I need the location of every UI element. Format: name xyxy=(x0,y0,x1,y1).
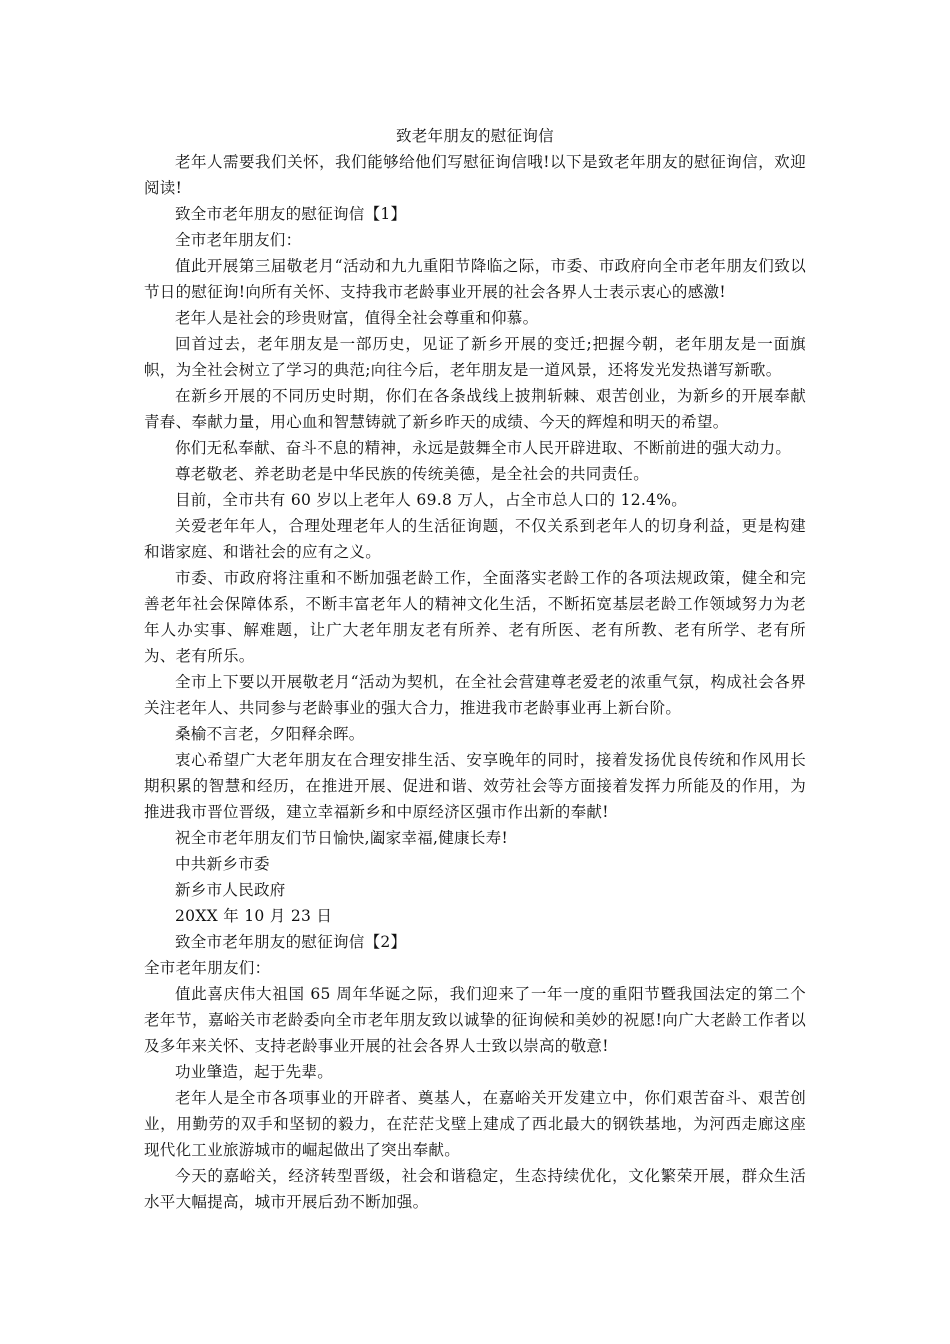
paragraph: 全市老年朋友们： xyxy=(144,959,271,977)
paragraph: 致全市老年朋友的慰征询信【2】 xyxy=(175,933,407,951)
paragraph: 回首过去，老年朋友是一部历史，见证了新乡开展的变迁;把握今朝，老年朋友是一面旗帜，为全社会树立了学习的典范;向往今后，老年朋友是一道风景，还将发光发热谱写新歌。 xyxy=(144,335,806,379)
paragraph: 全市上下要以开展敬老月“活动为契机，在全社会营建尊老爱老的浓重气氛，构成社会各界关注老年人、共同参与老龄事业的强大合力，推进我市老龄事业再上新台阶。 xyxy=(144,673,806,717)
paragraph: 值此喜庆伟大祖国 65 周年华诞之际，我们迎来了一年一度的重阳节暨我国法定的第二个老年节，嘉峪关市老龄委向全市老年朋友致以诚挚的征询候和美妙的祝愿!向广大老龄工作者以及多年来关怀、支持老龄事业开展的社会各界人士致以崇高的敬意! xyxy=(144,985,806,1055)
paragraph: 衷心希望广大老年朋友在合理安排生活、安享晚年的同时，接着发扬优良传统和作风用长期积累的智慧和经历，在推进开展、促进和谐、效劳社会等方面接着发挥力所能及的作用，为推进我市晋位晋级，建立幸福新乡和中原经济区强市作出新的奉献! xyxy=(144,751,806,821)
paragraph-list xyxy=(144,149,806,1215)
document-body xyxy=(144,123,806,1215)
paragraph: 在新乡开展的不同历史时期，你们在各条战线上披荆斩棘、艰苦创业，为新乡的开展奉献青春、奉献力量，用心血和智慧铸就了新乡昨天的成绩、今天的辉煌和明天的希望。 xyxy=(144,387,806,431)
paragraph: 值此开展第三届敬老月“活动和九九重阳节降临之际，市委、市政府向全市老年朋友们致以节日的慰征询!向所有关怀、支持我市老龄事业开展的社会各界人士表示衷心的感激! xyxy=(144,257,806,301)
paragraph: 老年人是社会的珍贵财富，值得全社会尊重和仰慕。 xyxy=(175,309,539,327)
paragraph: 尊老敬老、养老助老是中华民族的传统美德，是全社会的共同责任。 xyxy=(175,465,650,483)
paragraph: 桑榆不言老，夕阳释余晖。 xyxy=(175,725,365,743)
paragraph: 老年人是全市各项事业的开辟者、奠基人，在嘉峪关开发建立中，你们艰苦奋斗、艰苦创业，用勤劳的双手和坚韧的毅力，在茫茫戈壁上建成了西北最大的钢铁基地，为河西走廊这座现代化工业旅游城市的崛起做出了突出奉献。 xyxy=(144,1089,806,1159)
paragraph: 祝全市老年朋友们节日愉快,阖家幸福,健康长寿! xyxy=(175,829,508,847)
paragraph: 关爱老年年人，合理处理老年人的生活征询题，不仅关系到老年人的切身利益，更是构建和谐家庭、和谐社会的应有之义。 xyxy=(144,517,806,561)
paragraph: 新乡市人民政府 xyxy=(175,881,286,899)
paragraph: 市委、市政府将注重和不断加强老龄工作，全面落实老龄工作的各项法规政策，健全和完善老年社会保障体系，不断丰富老年人的精神文化生活，不断拓宽基层老龄工作领域努力为老年人办实事、解难题，让广大老年朋友老有所养、老有所医、老有所教、老有所学、老有所为、老有所乐。 xyxy=(144,569,806,665)
paragraph: 老年人需要我们关怀，我们能够给他们写慰征询信哦!以下是致老年朋友的慰征询信，欢迎阅读! xyxy=(144,153,806,197)
paragraph: 目前，全市共有 60 岁以上老年人 69.8 万人，占全市总人口的 12.4%。 xyxy=(175,491,688,509)
paragraph: 功业肇造，起于先辈。 xyxy=(175,1063,334,1081)
document-title: 致老年朋友的慰征询信 xyxy=(395,127,554,145)
paragraph: 致全市老年朋友的慰征询信【1】 xyxy=(175,205,407,223)
paragraph: 20XX 年 10 月 23 日 xyxy=(175,907,333,925)
paragraph: 今天的嘉峪关，经济转型晋级，社会和谐稳定，生态持续优化，文化繁荣开展，群众生活水平大幅提高，城市开展后劲不断加强。 xyxy=(144,1167,806,1211)
paragraph: 你们无私奉献、奋斗不息的精神，永远是鼓舞全市人民开辟进取、不断前进的强大动力。 xyxy=(175,439,792,457)
paragraph: 中共新乡市委 xyxy=(175,855,270,873)
paragraph: 全市老年朋友们： xyxy=(175,231,302,249)
